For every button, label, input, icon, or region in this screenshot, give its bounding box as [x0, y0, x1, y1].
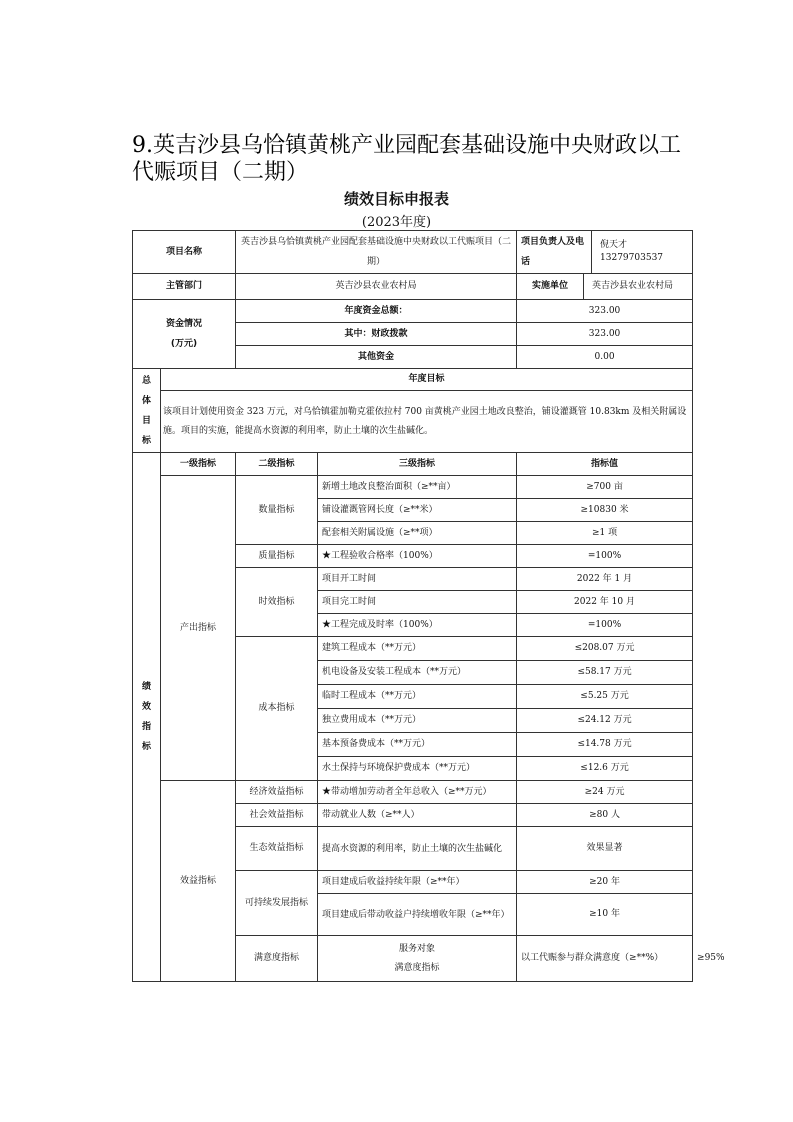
- timeliness-indicator-label: 时效指标: [236, 568, 318, 637]
- table-row: [133, 781, 693, 804]
- social-indicator-label: 社会效益指标: [236, 804, 318, 827]
- perf-side-label: 绩 效 指 标: [133, 453, 161, 982]
- funds-label-line2: (万元): [170, 339, 198, 349]
- table-row: 满意度指标 服务对象 满意度指标 以工代赈参与群众满意度（≥**%） ≥95%: [133, 936, 693, 982]
- benefit-indicator-label: 效益指标: [161, 781, 236, 982]
- unit-label: 实施单位: [517, 274, 584, 299]
- indicator-name: 机电设备及安装工程成本（**万元）: [318, 661, 517, 685]
- indicator-value: ≤5.25 万元: [517, 685, 693, 709]
- indicator-name: 配套相关附属设施（≥**项）: [318, 522, 517, 545]
- leader-value: 倪天才 13279703537: [600, 240, 664, 263]
- form-title: 绩效目标申报表: [343, 190, 449, 208]
- goal-text-row: [133, 391, 693, 453]
- indicator-value: ≤208.07 万元: [517, 637, 693, 661]
- dept-label: 主管部门: [133, 274, 236, 300]
- project-name-label: 项目名称: [133, 231, 236, 274]
- perf-header-row: [133, 453, 693, 476]
- indicator-name: 项目建成后收益持续年限（≥**年）: [318, 871, 517, 894]
- project-name-row: [133, 231, 693, 274]
- dept-value: 英吉沙县农业农村局: [236, 274, 517, 300]
- goal-header-row: [133, 369, 693, 391]
- project-name-value: 英吉沙县乌恰镇黄桃产业园配套基础设施中央财政以工代赈项目（二期）: [236, 231, 517, 274]
- economic-indicator-label: 经济效益指标: [236, 781, 318, 804]
- department-row: [133, 274, 693, 300]
- header-value: 指标值: [517, 453, 693, 476]
- indicator-name: 新增土地改良整治面积（≥**亩）: [318, 476, 517, 499]
- goal-header: 年度目标: [161, 369, 693, 391]
- indicator-value: ≥80 人: [517, 804, 693, 827]
- indicator-name: 独立费用成本（**万元）: [318, 709, 517, 733]
- funds-fiscal-value: 323.00: [517, 323, 693, 346]
- indicator-name: 铺设灌溉管网长度（≥**米）: [318, 499, 517, 522]
- indicator-value: 2022 年 10 月: [517, 591, 693, 614]
- indicator-value: ≥20 年: [517, 871, 693, 894]
- funds-fiscal-label: 其中：财政拨款: [236, 323, 517, 346]
- ecology-indicator-label: 生态效益指标: [236, 827, 318, 871]
- header-level3: 三级指标: [318, 453, 517, 476]
- indicator-value: ≥10 年: [517, 894, 693, 936]
- header-level2: 二级指标: [236, 453, 318, 476]
- quantity-indicator-label: 数量指标: [236, 476, 318, 545]
- indicator-value: ≤14.78 万元: [517, 733, 693, 757]
- indicator-value: ≤24.12 万元: [517, 709, 693, 733]
- unit-value: 英吉沙县农业农村局: [592, 281, 674, 291]
- funds-other-label: 其他资金: [236, 346, 517, 369]
- goal-side-label: 总 体 目 标: [133, 369, 161, 453]
- cost-indicator-label: 成本指标: [236, 637, 318, 781]
- funds-other-value: 0.00: [517, 346, 693, 369]
- funds-row-total: [133, 300, 693, 323]
- indicator-value: =100%: [517, 614, 693, 637]
- funds-label: [133, 300, 236, 369]
- indicator-value: ≤58.17 万元: [517, 661, 693, 685]
- funds-total-value: 323.00: [517, 300, 693, 323]
- indicator-name: ★带动增加劳动者全年总收入（≥**万元）: [318, 781, 517, 804]
- indicator-value: ≤12.6 万元: [517, 757, 693, 781]
- indicator-value: ≥1 项: [517, 522, 693, 545]
- funds-total-label: 年度资金总额：: [236, 300, 517, 323]
- indicator-name: 临时工程成本（**万元）: [318, 685, 517, 709]
- indicator-name: 基本预备费成本（**万元）: [318, 733, 517, 757]
- satisfaction-indicator-label: 满意度指标: [236, 936, 318, 982]
- indicator-value: ≥700 亩: [517, 476, 693, 499]
- indicator-name: 带动就业人数（≥**人）: [318, 804, 517, 827]
- indicator-name: ★工程完成及时率（100%）: [318, 614, 517, 637]
- indicator-value: 效果显著: [517, 827, 693, 871]
- indicator-name: 以工代赈参与群众满意度（≥**%）: [517, 936, 693, 982]
- table-row: [133, 476, 693, 499]
- indicator-value: =100%: [517, 545, 693, 568]
- sustain-indicator-label: 可持续发展指标: [236, 871, 318, 936]
- output-indicator-label: 产出指标: [161, 476, 236, 781]
- indicator-name: 项目开工时间: [318, 568, 517, 591]
- indicator-name: ★工程验收合格率（100%）: [318, 545, 517, 568]
- indicator-name: 项目完工时间: [318, 591, 517, 614]
- service-indicator-label: 服务对象 满意度指标: [318, 936, 517, 982]
- indicator-name: 提高水资源的利用率，防止土壤的次生盐碱化: [318, 827, 517, 871]
- indicator-name: 建筑工程成本（**万元）: [318, 637, 517, 661]
- indicator-value: ≥24 万元: [517, 781, 693, 804]
- indicator-name: 项目建成后带动收益户持续增收年限（≥**年）: [318, 894, 517, 936]
- document-heading: 9.英吉沙县乌恰镇黄桃产业园配套基础设施中央财政以工代赈项目（二期）: [132, 133, 681, 185]
- goal-text: 该项目计划使用资金 323 万元，对乌恰镇霍加勒克霍依拉村 700 亩黄桃产业园土地改良整治，铺设灌溉管 10.83km 及相关附属设施。项目的实施，能提高水资源的利用率，防止土壤的次生盐碱化。: [161, 391, 693, 453]
- quality-indicator-label: 质量指标: [236, 545, 318, 568]
- indicator-value: 2022 年 1 月: [517, 568, 693, 591]
- funds-label-line1: 资金情况: [166, 319, 203, 329]
- form-year: (2023年度): [361, 215, 432, 230]
- indicator-name: 水土保持与环境保护费成本（**万元）: [318, 757, 517, 781]
- header-level1: 一级指标: [161, 453, 236, 476]
- performance-target-table: [132, 230, 725, 982]
- leader-label: 项目负责人及电话: [517, 231, 592, 273]
- indicator-value: ≥10830 米: [517, 499, 693, 522]
